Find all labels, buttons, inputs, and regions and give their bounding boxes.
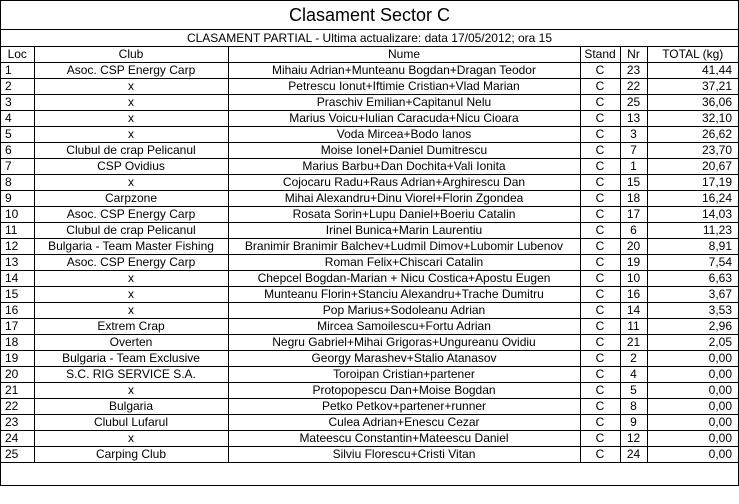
- stand-cell: C: [580, 127, 620, 143]
- total-cell: 41,44: [647, 63, 738, 79]
- total-cell: 2,96: [647, 319, 738, 335]
- loc-cell: 20: [1, 367, 34, 383]
- name-cell: Culea Adrian+Enescu Cezar: [228, 415, 580, 431]
- table-row: [1, 447, 738, 463]
- loc-cell: 1: [1, 63, 34, 79]
- table-row: [1, 255, 738, 271]
- name-cell: Georgy Marashev+Stalio Atanasov: [228, 351, 580, 367]
- table-row: [1, 223, 738, 239]
- nr-cell: 1: [620, 159, 647, 175]
- club-cell: S.C. RIG SERVICE S.A.: [34, 367, 228, 383]
- nr-cell: 10: [620, 271, 647, 287]
- name-cell: Mircea Samoilescu+Fortu Adrian: [228, 319, 580, 335]
- loc-cell: 6: [1, 143, 34, 159]
- stand-cell: C: [580, 79, 620, 95]
- club-cell: Asoc. CSP Energy Carp: [34, 255, 228, 271]
- column-header-nr: Nr: [620, 47, 647, 63]
- table-body: [1, 63, 738, 463]
- stand-cell: C: [580, 223, 620, 239]
- nr-cell: 5: [620, 383, 647, 399]
- loc-cell: 9: [1, 191, 34, 207]
- table-row: [1, 303, 738, 319]
- nr-cell: 15: [620, 175, 647, 191]
- total-cell: 0,00: [647, 431, 738, 447]
- table-row: [1, 319, 738, 335]
- nr-cell: 17: [620, 207, 647, 223]
- total-cell: 32,10: [647, 111, 738, 127]
- column-header-stand: Stand: [580, 47, 620, 63]
- club-cell: Clubul de crap Pelicanul: [34, 143, 228, 159]
- stand-cell: C: [580, 383, 620, 399]
- loc-cell: 22: [1, 399, 34, 415]
- total-cell: 0,00: [647, 399, 738, 415]
- total-cell: 3,67: [647, 287, 738, 303]
- loc-cell: 19: [1, 351, 34, 367]
- total-cell: 0,00: [647, 383, 738, 399]
- loc-cell: 4: [1, 111, 34, 127]
- name-cell: Irinel Bunica+Marin Laurentiu: [228, 223, 580, 239]
- stand-cell: C: [580, 287, 620, 303]
- name-cell: Praschiv Emilian+Capitanul Nelu: [228, 95, 580, 111]
- column-header-loc: Loc: [1, 47, 34, 63]
- loc-cell: 11: [1, 223, 34, 239]
- nr-cell: 25: [620, 95, 647, 111]
- nr-cell: 12: [620, 431, 647, 447]
- total-cell: 36,06: [647, 95, 738, 111]
- total-cell: 26,62: [647, 127, 738, 143]
- name-cell: Petko Petkov+partener+runner: [228, 399, 580, 415]
- loc-cell: 13: [1, 255, 34, 271]
- nr-cell: 9: [620, 415, 647, 431]
- loc-cell: 25: [1, 447, 34, 463]
- column-header-name: Nume: [228, 47, 580, 63]
- nr-cell: 16: [620, 287, 647, 303]
- name-cell: Protopopescu Dan+Moise Bogdan: [228, 383, 580, 399]
- table-row: [1, 207, 738, 223]
- stand-cell: C: [580, 447, 620, 463]
- stand-cell: C: [580, 415, 620, 431]
- club-cell: x: [34, 271, 228, 287]
- nr-cell: 20: [620, 239, 647, 255]
- nr-cell: 7: [620, 143, 647, 159]
- standings-table: [1, 47, 738, 463]
- nr-cell: 22: [620, 79, 647, 95]
- table-row: [1, 63, 738, 79]
- total-cell: 11,23: [647, 223, 738, 239]
- total-cell: 3,53: [647, 303, 738, 319]
- club-cell: Overten: [34, 335, 228, 351]
- page-title: Clasament Sector C: [1, 1, 738, 30]
- total-cell: 14,03: [647, 207, 738, 223]
- club-cell: CSP Ovidius: [34, 159, 228, 175]
- nr-cell: 3: [620, 127, 647, 143]
- nr-cell: 19: [620, 255, 647, 271]
- nr-cell: 14: [620, 303, 647, 319]
- nr-cell: 6: [620, 223, 647, 239]
- stand-cell: C: [580, 175, 620, 191]
- table-row: [1, 239, 738, 255]
- table-row: [1, 127, 738, 143]
- total-cell: 6,63: [647, 271, 738, 287]
- stand-cell: C: [580, 191, 620, 207]
- total-cell: 0,00: [647, 351, 738, 367]
- table-row: [1, 415, 738, 431]
- stand-cell: C: [580, 303, 620, 319]
- table-row: [1, 367, 738, 383]
- club-cell: x: [34, 383, 228, 399]
- nr-cell: 18: [620, 191, 647, 207]
- stand-cell: C: [580, 111, 620, 127]
- stand-cell: C: [580, 319, 620, 335]
- name-cell: Marius Barbu+Dan Dochita+Vali Ionita: [228, 159, 580, 175]
- loc-cell: 14: [1, 271, 34, 287]
- table-row: [1, 159, 738, 175]
- table-row: [1, 335, 738, 351]
- club-cell: x: [34, 79, 228, 95]
- name-cell: Moise Ionel+Daniel Dumitrescu: [228, 143, 580, 159]
- total-cell: 17,19: [647, 175, 738, 191]
- total-cell: 0,00: [647, 447, 738, 463]
- club-cell: Extrem Crap: [34, 319, 228, 335]
- table-row: [1, 175, 738, 191]
- total-cell: 8,91: [647, 239, 738, 255]
- stand-cell: C: [580, 143, 620, 159]
- club-cell: Carpzone: [34, 191, 228, 207]
- table-row: [1, 191, 738, 207]
- table-row: [1, 143, 738, 159]
- table-row: [1, 431, 738, 447]
- club-cell: x: [34, 303, 228, 319]
- club-cell: Clubul Lufarul: [34, 415, 228, 431]
- total-cell: 7,54: [647, 255, 738, 271]
- club-cell: x: [34, 95, 228, 111]
- club-cell: Bulgaria - Team Master Fishing: [34, 239, 228, 255]
- stand-cell: C: [580, 271, 620, 287]
- loc-cell: 21: [1, 383, 34, 399]
- table-row: [1, 79, 738, 95]
- name-cell: Petrescu Ionut+Iftimie Cristian+Vlad Marian: [228, 79, 580, 95]
- table-row: [1, 111, 738, 127]
- nr-cell: 21: [620, 335, 647, 351]
- total-cell: 16,24: [647, 191, 738, 207]
- club-cell: x: [34, 127, 228, 143]
- total-cell: 23,70: [647, 143, 738, 159]
- loc-cell: 18: [1, 335, 34, 351]
- table-row: [1, 399, 738, 415]
- name-cell: Munteanu Florin+Stanciu Alexandru+Trache Dumitru: [228, 287, 580, 303]
- loc-cell: 3: [1, 95, 34, 111]
- club-cell: Asoc. CSP Energy Carp: [34, 63, 228, 79]
- club-cell: Bulgaria: [34, 399, 228, 415]
- loc-cell: 17: [1, 319, 34, 335]
- stand-cell: C: [580, 351, 620, 367]
- club-cell: x: [34, 175, 228, 191]
- total-cell: 0,00: [647, 415, 738, 431]
- name-cell: Rosata Sorin+Lupu Daniel+Boeriu Catalin: [228, 207, 580, 223]
- club-cell: x: [34, 111, 228, 127]
- nr-cell: 4: [620, 367, 647, 383]
- club-cell: x: [34, 287, 228, 303]
- loc-cell: 5: [1, 127, 34, 143]
- nr-cell: 23: [620, 63, 647, 79]
- column-header-total: TOTAL (kg): [647, 47, 738, 63]
- name-cell: Mihai Alexandru+Dinu Viorel+Florin Zgondea: [228, 191, 580, 207]
- name-cell: Negru Gabriel+Mihai Grigoras+Ungureanu Ovidiu: [228, 335, 580, 351]
- total-cell: 37,21: [647, 79, 738, 95]
- loc-cell: 12: [1, 239, 34, 255]
- table-row: [1, 383, 738, 399]
- table-row: [1, 351, 738, 367]
- loc-cell: 8: [1, 175, 34, 191]
- loc-cell: 24: [1, 431, 34, 447]
- loc-cell: 15: [1, 287, 34, 303]
- club-cell: x: [34, 431, 228, 447]
- name-cell: Mihaiu Adrian+Munteanu Bogdan+Dragan Teodor: [228, 63, 580, 79]
- name-cell: Roman Felix+Chiscari Catalin: [228, 255, 580, 271]
- nr-cell: 2: [620, 351, 647, 367]
- loc-cell: 7: [1, 159, 34, 175]
- total-cell: 20,67: [647, 159, 738, 175]
- name-cell: Marius Voicu+Iulian Caracuda+Nicu Cioara: [228, 111, 580, 127]
- stand-cell: C: [580, 255, 620, 271]
- nr-cell: 24: [620, 447, 647, 463]
- nr-cell: 8: [620, 399, 647, 415]
- club-cell: Asoc. CSP Energy Carp: [34, 207, 228, 223]
- stand-cell: C: [580, 431, 620, 447]
- stand-cell: C: [580, 159, 620, 175]
- club-cell: Bulgaria - Team Exclusive: [34, 351, 228, 367]
- total-cell: 2,05: [647, 335, 738, 351]
- name-cell: Toroipan Cristian+partener: [228, 367, 580, 383]
- name-cell: Silviu Florescu+Cristi Vitan: [228, 447, 580, 463]
- loc-cell: 10: [1, 207, 34, 223]
- stand-cell: C: [580, 367, 620, 383]
- table-row: [1, 287, 738, 303]
- table-row: [1, 271, 738, 287]
- name-cell: Cojocaru Radu+Raus Adrian+Arghirescu Dan: [228, 175, 580, 191]
- name-cell: Mateescu Constantin+Mateescu Daniel: [228, 431, 580, 447]
- name-cell: Voda Mircea+Bodo Ianos: [228, 127, 580, 143]
- stand-cell: C: [580, 207, 620, 223]
- stand-cell: C: [580, 95, 620, 111]
- stand-cell: C: [580, 335, 620, 351]
- club-cell: Clubul de crap Pelicanul: [34, 223, 228, 239]
- stand-cell: C: [580, 399, 620, 415]
- name-cell: Chepcel Bogdan-Marian + Nicu Costica+Apostu Eugen: [228, 271, 580, 287]
- loc-cell: 16: [1, 303, 34, 319]
- stand-cell: C: [580, 239, 620, 255]
- nr-cell: 13: [620, 111, 647, 127]
- total-cell: 0,00: [647, 367, 738, 383]
- name-cell: Pop Marius+Sodoleanu Adrian: [228, 303, 580, 319]
- stand-cell: C: [580, 63, 620, 79]
- nr-cell: 11: [620, 319, 647, 335]
- loc-cell: 23: [1, 415, 34, 431]
- table-header-row: [1, 47, 738, 63]
- table-row: [1, 95, 738, 111]
- club-cell: Carping Club: [34, 447, 228, 463]
- page-subtitle: CLASAMENT PARTIAL - Ultima actualizare: data 17/05/2012; ora 15: [1, 30, 738, 47]
- loc-cell: 2: [1, 79, 34, 95]
- column-header-club: Club: [34, 47, 228, 63]
- name-cell: Branimir Branimir Balchev+Ludmil Dimov+Lubomir Lubenov: [228, 239, 580, 255]
